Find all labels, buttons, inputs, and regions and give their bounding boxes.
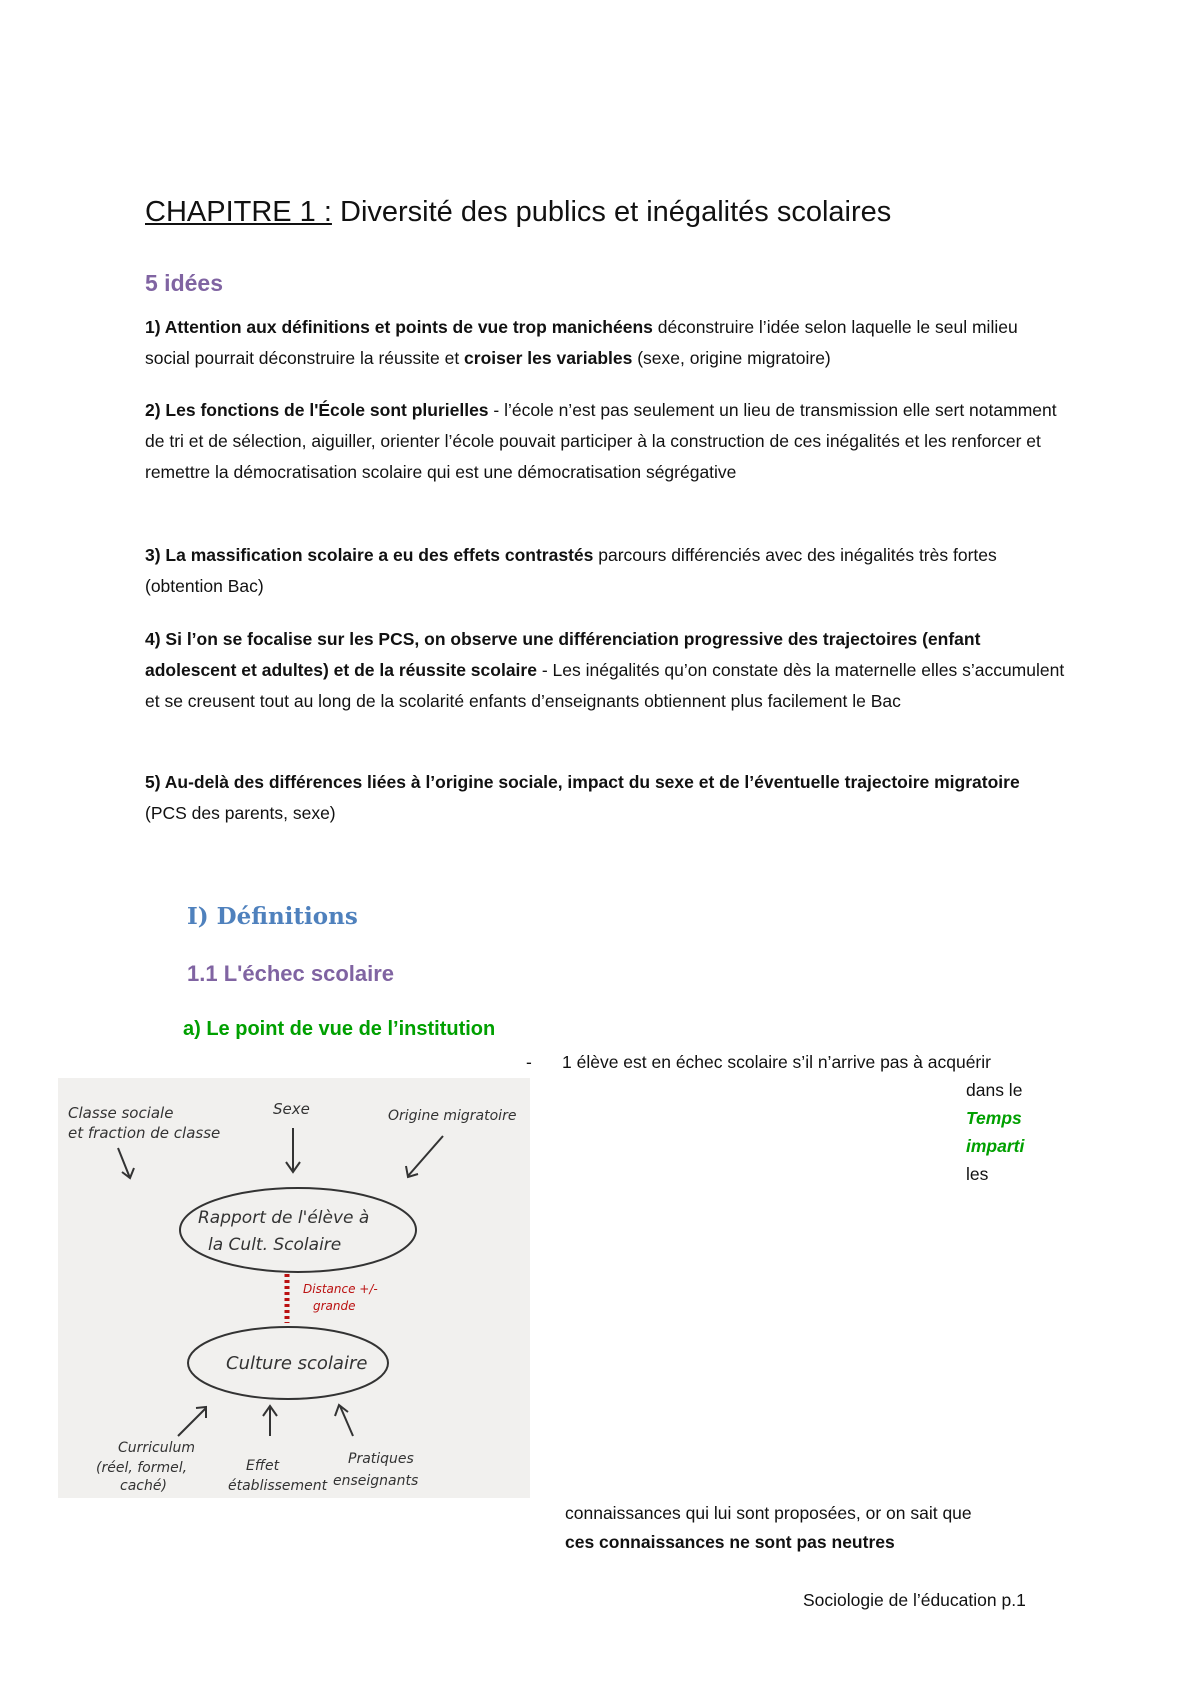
arrow-up-left-icon xyxy=(178,1408,206,1436)
diagram-svg xyxy=(58,1078,530,1498)
upper-oval xyxy=(180,1188,416,1272)
label-social-class-2: et fraction de classe xyxy=(68,1124,221,1142)
label-pratiques-2: enseignants xyxy=(333,1473,419,1489)
definition-line-1: 1 élève est en échec scolaire s’il n’arrive pas à acquérir xyxy=(562,1052,991,1072)
idea-4: 4) Si l’on se focalise sur les PCS, on observe une différenciation progressive des trajectoires (enfant adolescent et adultes) et de la réussite scolaire - Les inégalités qu’on constate dès la maternelle elles s’accumulent et se creusent tout au long de la scolarité enfants d’enseignants obtiennent plus facilement le Bac xyxy=(145,629,1065,711)
label-migration: Origine migratoire xyxy=(388,1108,517,1124)
label-rapport-1: Rapport de l'élève à xyxy=(198,1208,370,1228)
definition-word-4: les xyxy=(966,1164,989,1184)
idea-1: 1) Attention aux définitions et points de vue trop manichéens déconstruire l’idée selon laquelle le seul milieu social pourrait déconstruire la réussite et croiser les variables (sexe, origine migratoire) xyxy=(145,317,1018,368)
chapter-label: CHAPITRE 1 : xyxy=(145,196,332,228)
definition-word-1: dans le xyxy=(966,1080,1023,1100)
definition-line-2: connaissances qui lui sont proposées, or on sait que xyxy=(565,1503,972,1523)
definition-word-2: Temps xyxy=(966,1108,1022,1128)
chapter-title: Diversité des publics et inégalités scolaires xyxy=(331,196,892,228)
label-sex: Sexe xyxy=(273,1100,310,1118)
arrow-down-right-icon xyxy=(408,1136,443,1176)
idea-2: 2) Les fonctions de l'École sont plurielles - l’école n’est pas seulement un lieu de transmission elle sert notamment de tri et de sélection, aiguiller, orienter l’école pouvait participer à la construction de ces inégalités et les renforcer et remettre la démocratisation scolaire qui est une démocratisation ségrégative xyxy=(145,400,1057,482)
page-title xyxy=(145,196,891,229)
definition-word-3: imparti xyxy=(966,1136,1025,1156)
ideas-heading: 5 idées xyxy=(145,270,223,296)
label-distance-1: Distance +/- xyxy=(303,1282,378,1296)
label-curriculum-3: caché) xyxy=(120,1478,167,1494)
list-dash: - xyxy=(526,1052,532,1072)
page-footer: Sociologie de l’éducation p.1 xyxy=(803,1590,1026,1610)
label-social-class-1: Classe sociale xyxy=(68,1104,174,1122)
label-distance-2: grande xyxy=(313,1299,356,1313)
label-curriculum-2: (réel, formel, xyxy=(96,1460,188,1476)
idea-5: 5) Au-delà des différences liées à l’origine sociale, impact du sexe et de l’éventuelle trajectoire migratoire (PCS des parents, sexe) xyxy=(145,772,1020,823)
handwritten-diagram xyxy=(58,1078,530,1498)
label-effet-2: établissement xyxy=(228,1478,328,1494)
subsection-heading: 1.1 L'échec scolaire xyxy=(187,961,395,986)
idea-3: 3) La massification scolaire a eu des effets contrastés parcours différenciés avec des inégalités très fortes (obtention Bac) xyxy=(145,545,997,596)
label-pratiques-1: Pratiques xyxy=(348,1451,414,1467)
label-effet-1: Effet xyxy=(246,1458,280,1474)
label-rapport-2: la Cult. Scolaire xyxy=(208,1235,342,1255)
label-curriculum-1: Curriculum xyxy=(118,1440,196,1456)
definition-line-3: ces connaissances ne sont pas neutres xyxy=(565,1532,895,1552)
label-culture: Culture scolaire xyxy=(226,1353,368,1374)
subsubsection-heading: a) Le point de vue de l’institution xyxy=(183,1018,496,1040)
section-heading: I) Définitions xyxy=(187,903,358,930)
